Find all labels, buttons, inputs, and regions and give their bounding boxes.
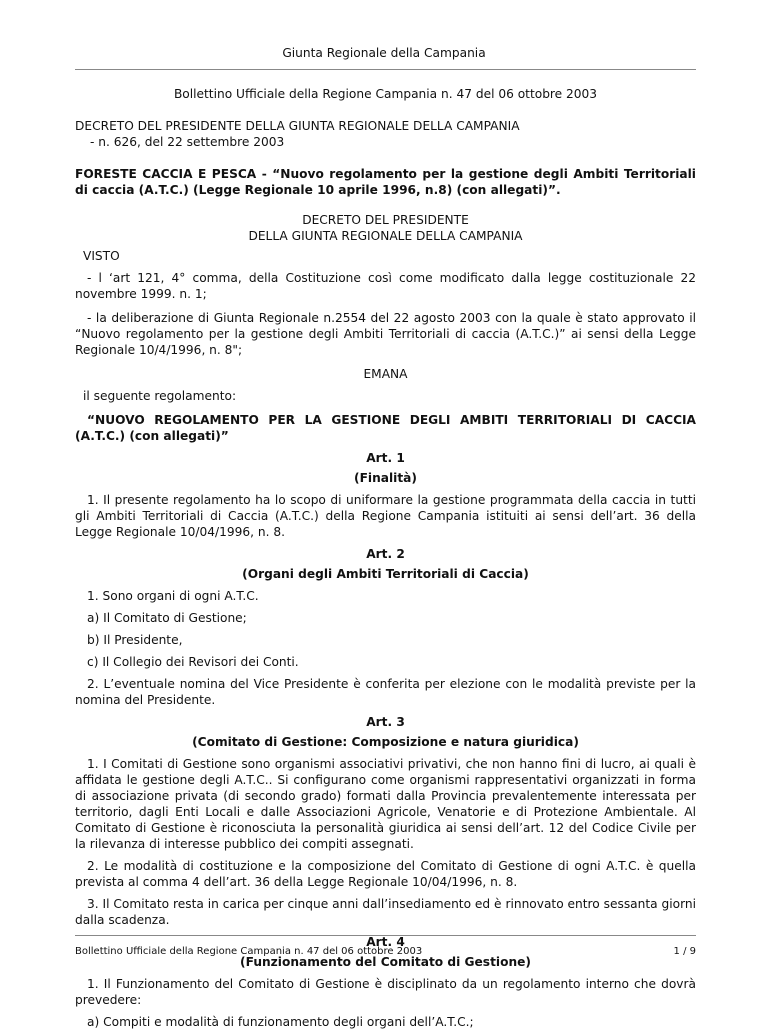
visto-item-1: - l ‘art 121, 4° comma, della Costituzione così come modificato dalla legge costituzionale 22 novembre 1999. n. 1; xyxy=(75,271,696,301)
art2-item-a: a) Il Comitato di Gestione; xyxy=(87,611,247,625)
footer-bulletin-reference: Bollettino Ufficiale della Regione Campania n. 47 del 06 ottobre 2003 xyxy=(75,946,423,957)
emana-label: EMANA xyxy=(363,367,408,381)
art3-paragraph-2: 2. Le modalità di costituzione e la composizione del Comitato di Gestione di ogni A.T.C. è quella prevista al comma 4 dell’art. 36 della Legge Regionale 10/04/1996, n. 8. xyxy=(75,859,696,889)
decree-heading-line-1: DECRETO DEL PRESIDENTE xyxy=(302,213,469,227)
art3-paragraph-3: 3. Il Comitato resta in carica per cinque anni dall’insediamento ed è rinnovato entro sessanta giorni dalla scadenza. xyxy=(75,897,696,927)
header-divider xyxy=(75,69,696,70)
art4-title: (Funzionamento del Comitato di Gestione) xyxy=(240,955,531,969)
footer-divider xyxy=(75,935,696,936)
page-footer xyxy=(75,946,696,957)
regulation-title: “NUOVO REGOLAMENTO PER LA GESTIONE DEGLI AMBITI TERRITORIALI DI CACCIA (A.T.C.) (con allegati)” xyxy=(75,413,696,443)
art4-item-a: a) Compiti e modalità di funzionamento degli organi dell’A.T.C.; xyxy=(87,1015,474,1029)
decree-subject: FORESTE CACCIA E PESCA - “Nuovo regolamento per la gestione degli Ambiti Territoriali di caccia (A.T.C.) (Legge Regionale 10 aprile 1996, n.8) (con allegati)”. xyxy=(75,167,696,197)
art2-paragraph-1: 1. Sono organi di ogni A.T.C. xyxy=(87,589,259,603)
art2-item-b: b) Il Presidente, xyxy=(87,633,183,647)
art3-title: (Comitato di Gestione: Composizione e natura giuridica) xyxy=(192,735,579,749)
decree-heading-line-2: DELLA GIUNTA REGIONALE DELLA CAMPANIA xyxy=(248,229,523,243)
page-header-title: Giunta Regionale della Campania xyxy=(282,46,486,60)
document-body xyxy=(75,80,696,1030)
art1-paragraph-1: 1. Il presente regolamento ha lo scopo di uniformare la gestione programmata della caccia in tutti gli Ambiti Territoriali di Caccia (A.T.C.) della Regione Campania istituiti ai sensi dell’art. 36 della Legge Regionale 10/04/1996, n. 8. xyxy=(75,493,696,539)
decree-line-1: DECRETO DEL PRESIDENTE DELLA GIUNTA REGIONALE DELLA CAMPANIA xyxy=(75,119,520,133)
art2-item-c: c) Il Collegio dei Revisori dei Conti. xyxy=(87,655,299,669)
art2-paragraph-2: 2. L’eventuale nomina del Vice Presidente è conferita per elezione con le modalità previste per la nomina del Presidente. xyxy=(75,677,696,707)
art1-title: (Finalità) xyxy=(354,471,417,485)
art4-paragraph-1: 1. Il Funzionamento del Comitato di Gestione è disciplinato da un regolamento interno che dovrà prevedere: xyxy=(75,977,696,1007)
bulletin-reference: Bollettino Ufficiale della Regione Campania n. 47 del 06 ottobre 2003 xyxy=(173,87,598,101)
visto-item-2: - la deliberazione di Giunta Regionale n.2554 del 22 agosto 2003 con la quale è stato approvato il “Nuovo regolamento per la gestione degli Ambiti Territoriali di caccia (A.T.C.)” ai sensi della Legge Regionale 10/4/1996, n. 8"; xyxy=(75,311,696,357)
art1-number: Art. 1 xyxy=(366,451,405,465)
visto-label: VISTO xyxy=(83,249,120,263)
page-number: 1 / 9 xyxy=(673,946,696,957)
art3-number: Art. 3 xyxy=(366,715,405,729)
decree-line-2: - n. 626, del 22 settembre 2003 xyxy=(90,135,285,149)
intro-text: il seguente regolamento: xyxy=(83,389,237,403)
art2-number: Art. 2 xyxy=(366,547,405,561)
art4-number: Art. 4 xyxy=(366,935,405,949)
art2-title: (Organi degli Ambiti Territoriali di Caccia) xyxy=(242,567,529,581)
art3-paragraph-1: 1. I Comitati di Gestione sono organismi associativi privativi, che non hanno fini di lucro, ai quali è affidata le gestione degli A.T.C.. Si configurano come organismi rappresentativi organizzati in forma di associazione privata (di secondo grado) formati dalla Provincia prevalentemente interessata per territorio, dagli Enti Locali e dalle Associazioni Agricole, Venatorie e di Protezione Ambientale. Al Comitato di Gestione è riconosciuta la personalità giuridica ai sensi dell’art. 12 del Codice Civile per la rilevanza di interesse pubblico dei compiti assegnati. xyxy=(75,757,696,851)
